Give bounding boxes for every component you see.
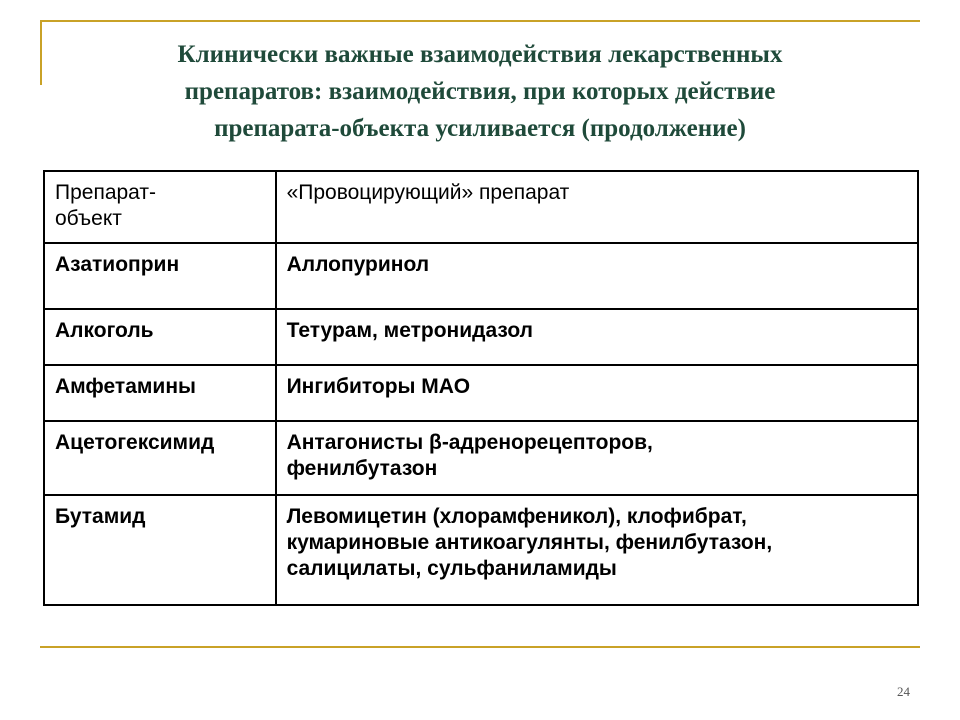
provoking-line: Антагонисты β-адренорецепторов,: [286, 431, 653, 454]
object-cell: Бутамид: [44, 495, 276, 605]
page-number: 24: [897, 684, 910, 699]
provoking-line: Аллопуринол: [286, 253, 430, 276]
provoking-cell: [276, 421, 918, 495]
table-row: [44, 495, 918, 605]
provoking-line: салицилаты, сульфаниламиды: [286, 557, 617, 580]
bottom-rule: [40, 646, 920, 648]
header-object-line-1: Препарат-: [55, 181, 157, 204]
table-header-row: [44, 171, 918, 243]
title-line-3: препарата-объекта усиливается (продолжение): [214, 115, 746, 142]
left-accent-rule: [40, 20, 42, 85]
object-cell: Алкоголь: [44, 309, 276, 365]
provoking-cell: [276, 495, 918, 605]
provoking-line: Тетурам, метронидазол: [286, 319, 533, 342]
provoking-line: Ингибиторы МАО: [286, 375, 471, 398]
provoking-cell: [276, 243, 918, 309]
object-cell: Амфетамины: [44, 365, 276, 421]
top-rule: [40, 20, 920, 22]
table-row: [44, 365, 918, 421]
header-object-cell: [44, 171, 276, 243]
provoking-cell: [276, 365, 918, 421]
slide-title: [50, 36, 910, 147]
interaction-table: [43, 170, 919, 606]
provoking-line: кумариновые антикоагулянты, фенилбутазон,: [286, 531, 773, 554]
table-row: [44, 243, 918, 309]
object-cell: Азатиоприн: [44, 243, 276, 309]
header-object-line-2: объект: [55, 207, 122, 230]
title-line-1: Клинически важные взаимодействия лекарственных: [177, 41, 783, 68]
provoking-cell: [276, 309, 918, 365]
provoking-line: фенилбутазон: [286, 457, 438, 480]
header-provoking-cell: «Провоцирующий» препарат: [276, 171, 918, 243]
title-line-2: препаратов: взаимодействия, при которых действие: [184, 78, 776, 105]
table-row: [44, 421, 918, 495]
provoking-line: Левомицетин (хлорамфеникол), клофибрат,: [286, 505, 747, 528]
object-cell: Ацетогексимид: [44, 421, 276, 495]
table-row: [44, 309, 918, 365]
